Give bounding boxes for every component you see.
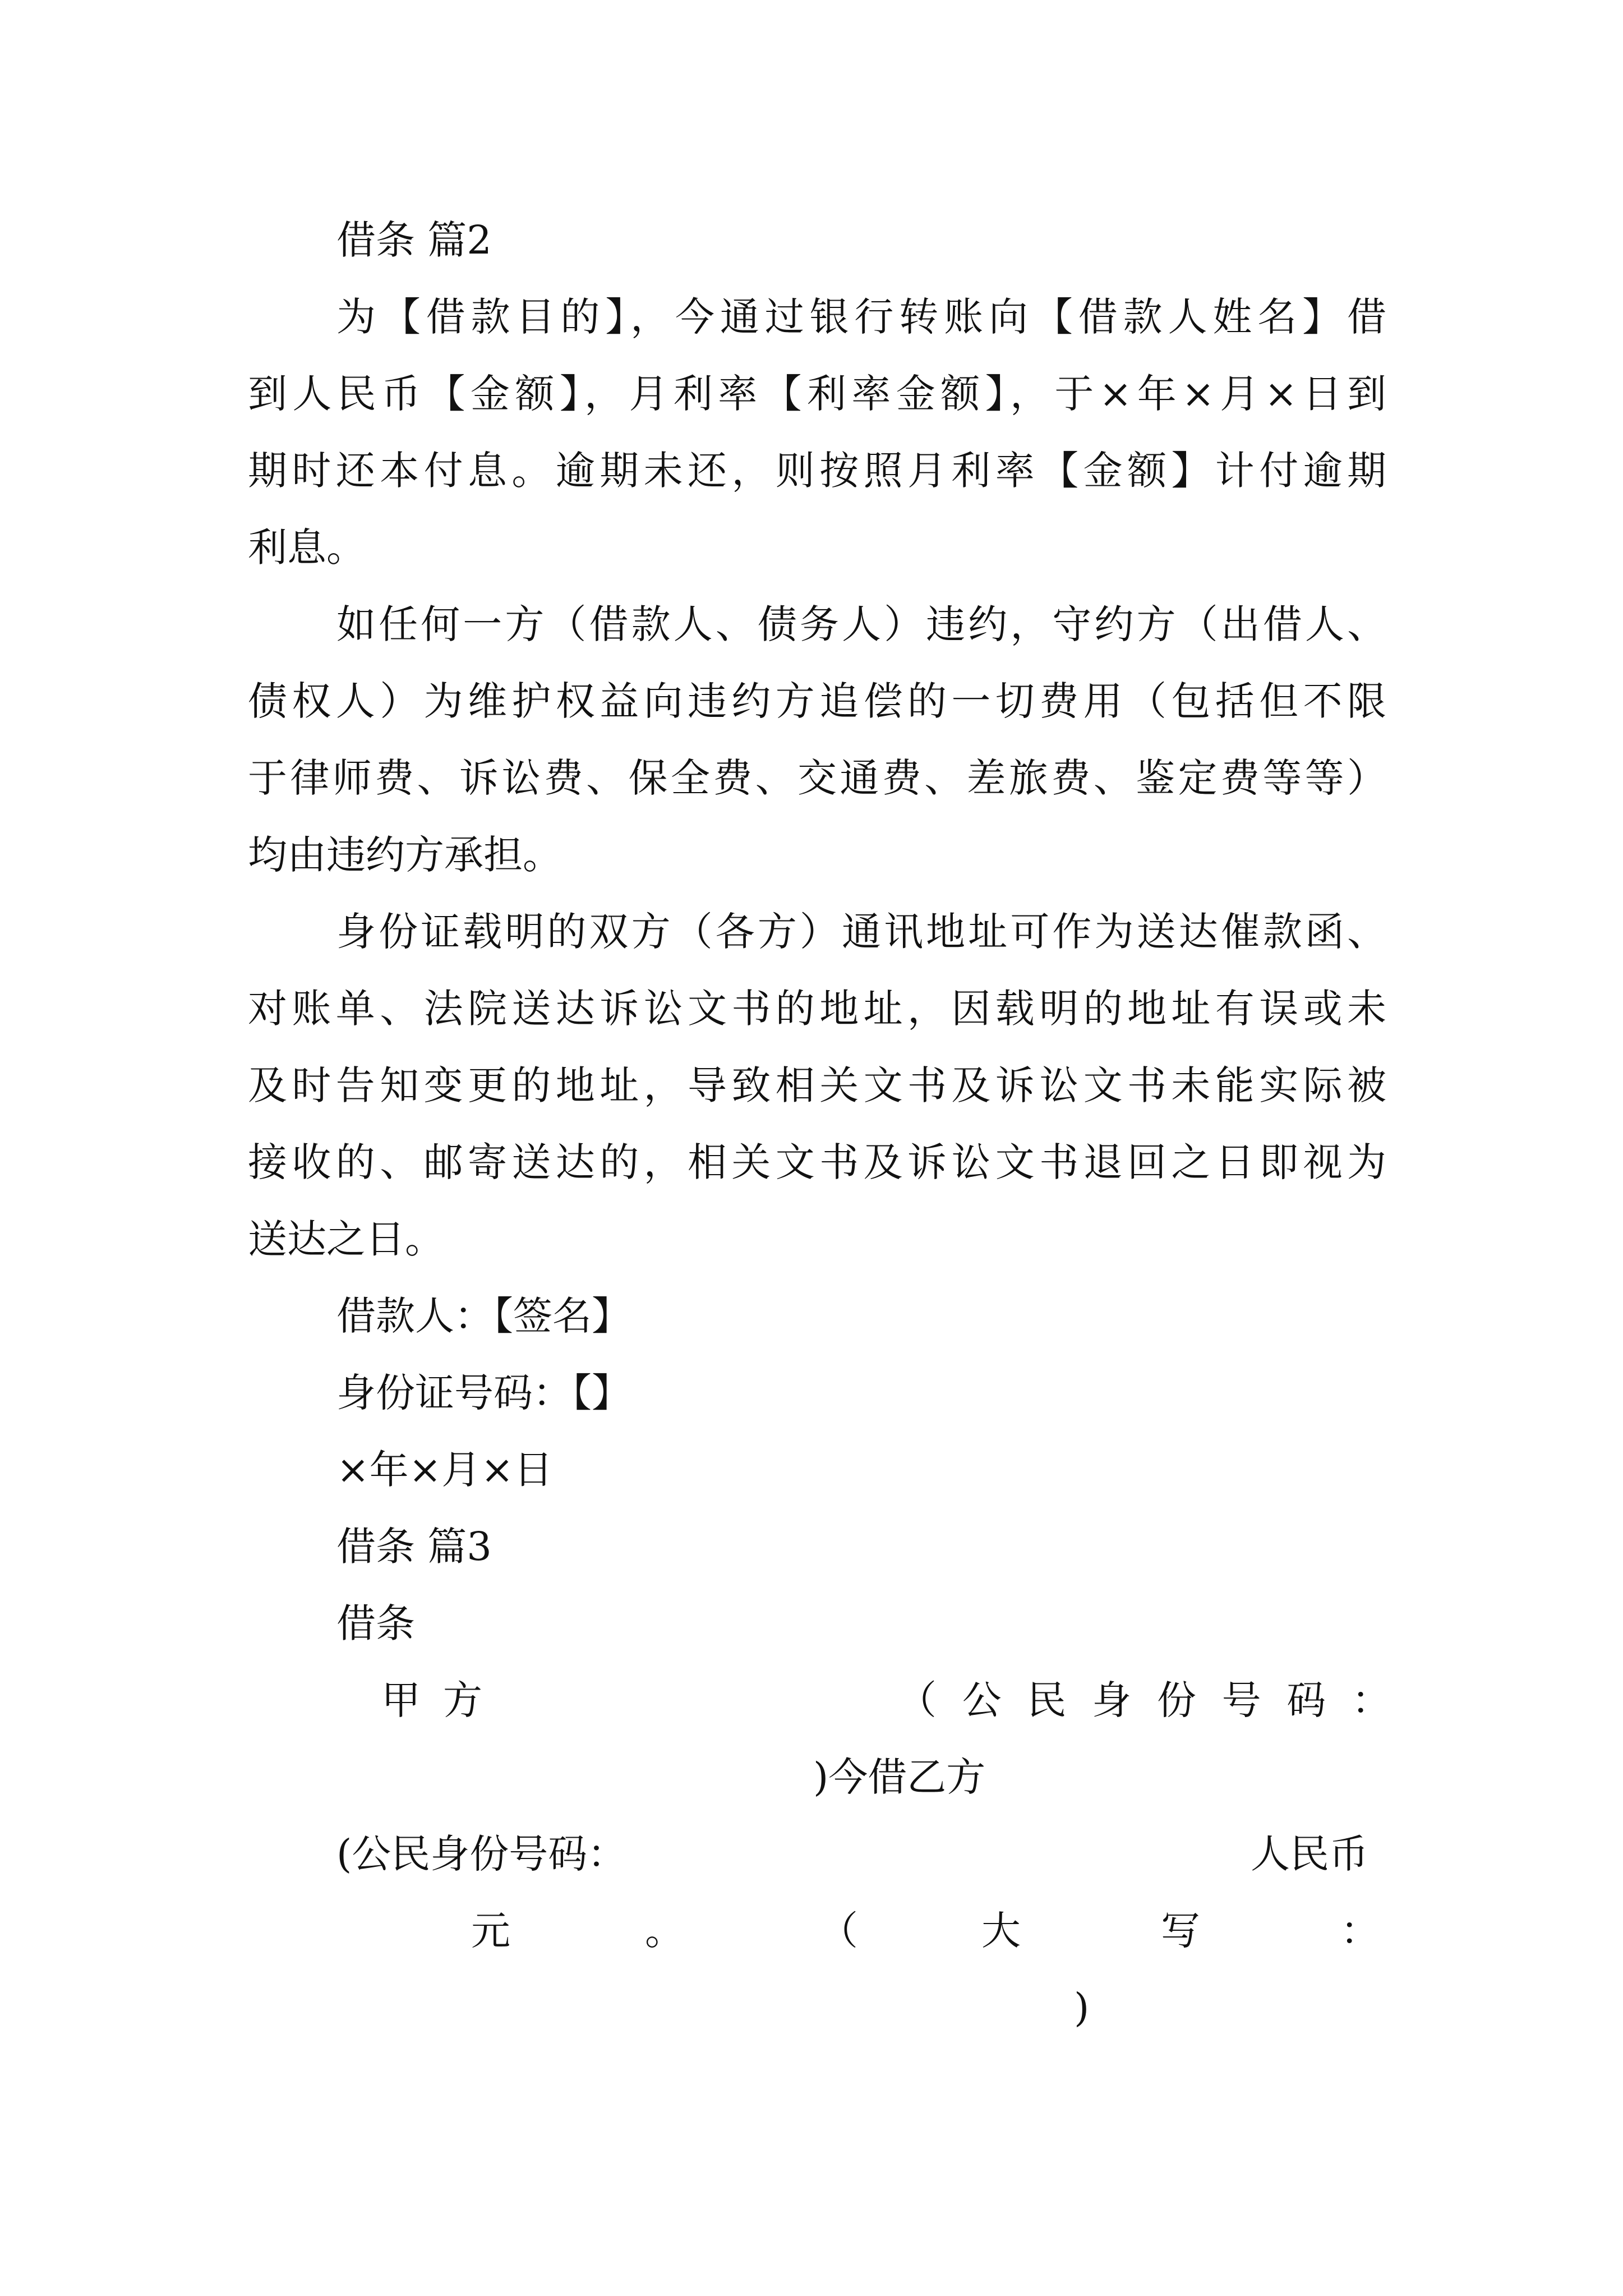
section3-heading: 借条 篇3	[336, 1524, 492, 1570]
para3-line3: 及时告知变更的地址，导致相关文书及诉讼文书未能实际被	[248, 1062, 1386, 1108]
lend-text: )今借乙方	[813, 1754, 986, 1800]
para2-line2: 债权人）为维护权益向违约方追偿的一切费用（包括但不限	[248, 678, 1386, 724]
period-mark: 。	[645, 1908, 684, 1954]
capital-char: 大	[981, 1908, 1021, 1954]
yuan-label: 元	[471, 1908, 510, 1954]
para3-line1: 身份证载明的双方（各方）通讯地址可作为送达催款函、	[336, 909, 1386, 955]
para3-line4: 接收的、邮寄送达的，相关文书及诉讼文书退回之日即视为	[248, 1139, 1386, 1185]
section3-title: 借条	[336, 1600, 415, 1646]
para1-line2: 到人民币【金额】，月利率【利率金额】，于×年×月×日到	[248, 371, 1386, 417]
party-a-label: 甲方	[381, 1677, 505, 1723]
party-b-id-label: (公民身份号码：	[336, 1831, 627, 1877]
para1-line3: 期时还本付息。逾期未还，则按照月利率【金额】计付逾期	[248, 448, 1386, 494]
para2-line1: 如任何一方（借款人、债务人）违约，守约方（出借人、	[336, 601, 1386, 647]
currency-label: 人民币	[1251, 1831, 1368, 1877]
close-paren: )	[1074, 1985, 1090, 2031]
colon-mark: ：	[1340, 1908, 1380, 1954]
borrower-signature-label: 借款人：【签名】	[336, 1293, 631, 1339]
para2-line4: 均由违约方承担。	[248, 832, 562, 878]
para3-line5: 送达之日。	[248, 1216, 444, 1262]
para3-line2: 对账单、法院送达诉讼文书的地址，因载明的地址有误或未	[248, 986, 1386, 1032]
para1-line1: 为【借款目的】，今通过银行转账向【借款人姓名】借	[336, 294, 1386, 340]
para1-line4: 利息。	[248, 524, 366, 570]
date-line: ×年×月×日	[336, 1447, 553, 1493]
party-a-id-label: （公民身份号码：	[897, 1677, 1391, 1723]
section2-heading: 借条 篇2	[336, 217, 492, 263]
open-paren: （	[819, 1908, 858, 1954]
para2-line3: 于律师费、诉讼费、保全费、交通费、差旅费、鉴定费等等）	[248, 755, 1386, 801]
write-char: 写	[1161, 1908, 1200, 1954]
id-number-label: 身份证号码：【】	[336, 1370, 631, 1416]
